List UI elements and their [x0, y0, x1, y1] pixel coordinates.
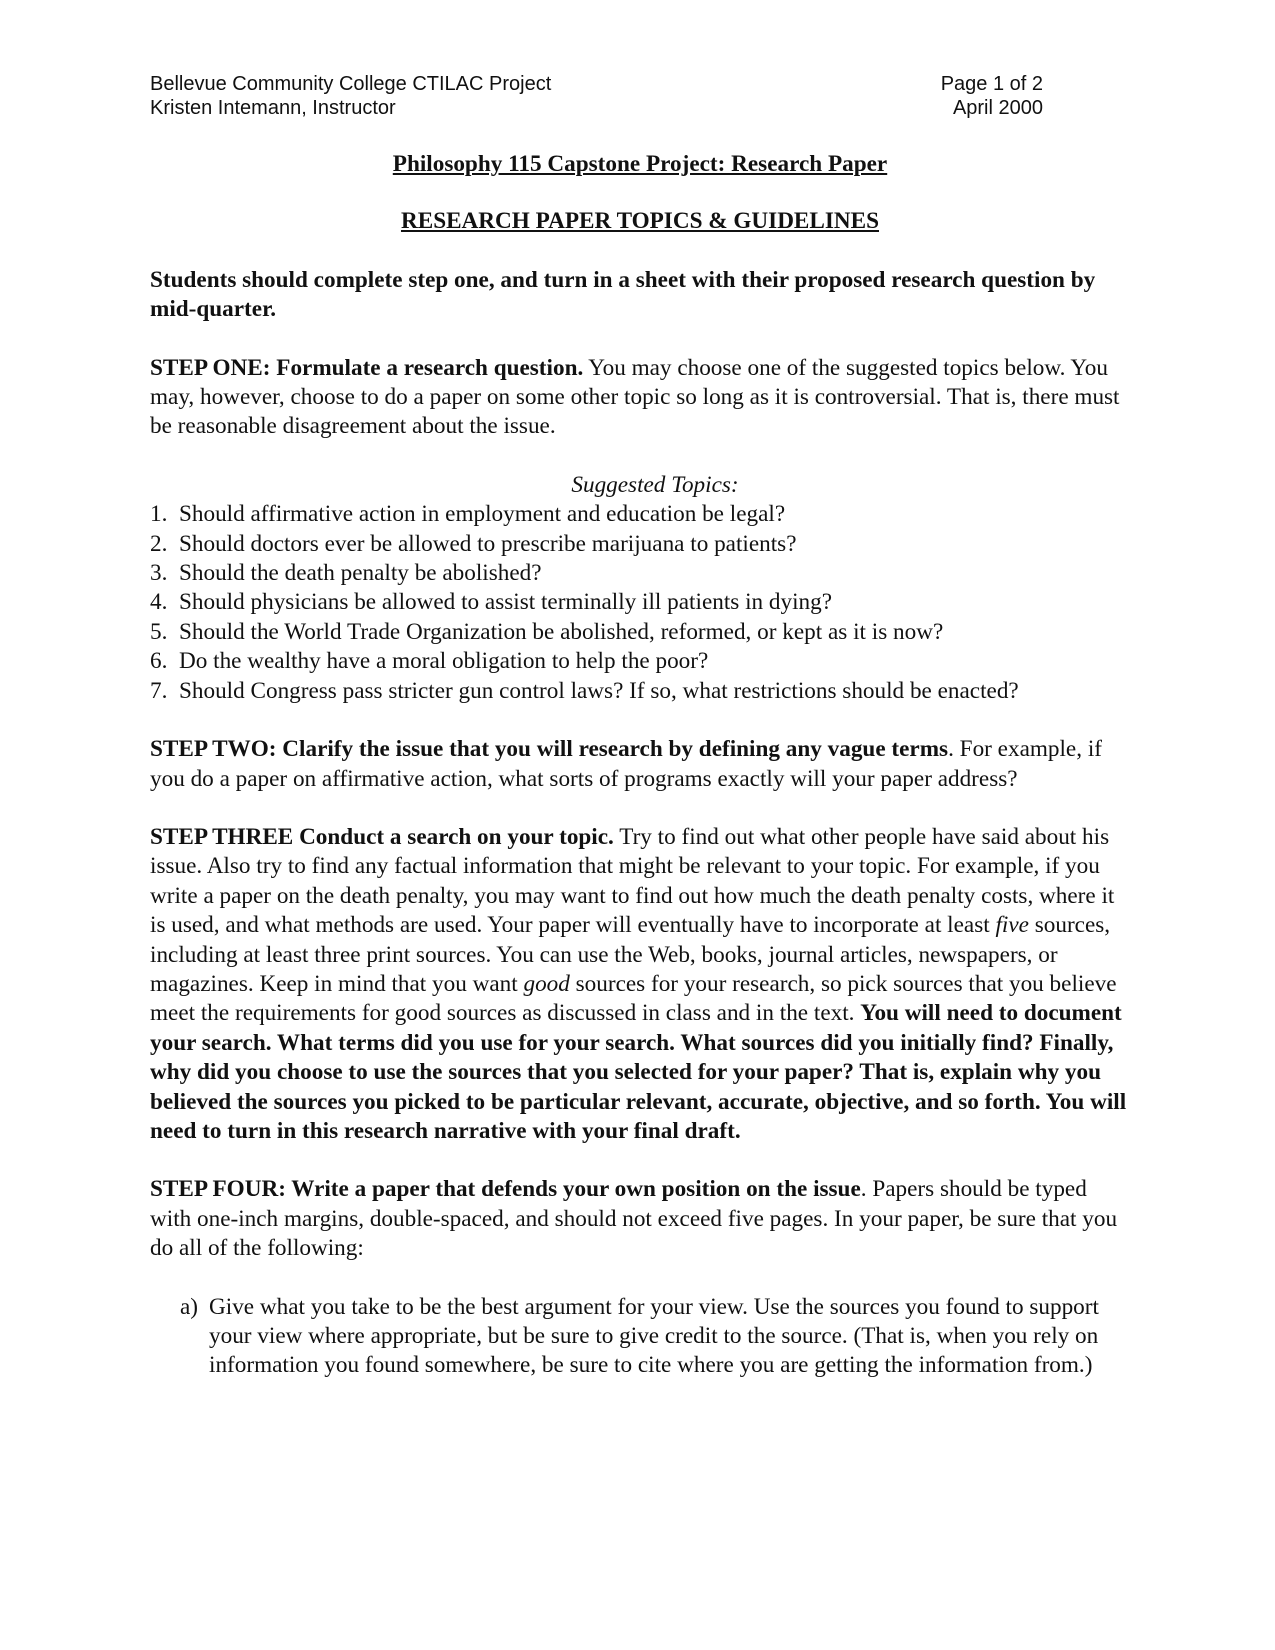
topic-text: Should the World Trade Organization be abolished, reformed, or kept as it is now? [179, 618, 944, 645]
good-emphasis: good [523, 970, 570, 997]
requirement-item [150, 1293, 1130, 1381]
instructor-name: Kristen Intemann, Instructor [150, 97, 396, 119]
document-subtitle: RESEARCH PAPER TOPICS & GUIDELINES [400, 208, 879, 235]
step-one-text: You may choose one of the suggested topics below. You may, however, choose to do a paper on some other topic so long as it is controversial. That is, there must be reasonable disagreement about the issue. [150, 354, 1120, 440]
topic-item [150, 677, 1130, 706]
step-three-heading: STEP THREE Conduct a search on your topic. [150, 823, 614, 850]
header-row-2 [150, 96, 1043, 120]
page-header [150, 72, 1043, 120]
topic-item [150, 500, 1130, 529]
topic-text: Should doctors ever be allowed to prescribe marijuana to patients? [179, 530, 797, 557]
topic-number: 6. [150, 648, 168, 675]
topic-text: Should Congress pass stricter gun control laws? If so, what restrictions should be enacted? [179, 677, 1019, 704]
step-four-paragraph [150, 1175, 1130, 1263]
topic-number: 7. [150, 677, 168, 704]
five-emphasis: five [995, 912, 1029, 939]
topic-item [150, 588, 1130, 617]
page-number: Page 1 of 2 [940, 73, 1043, 95]
topic-item [150, 559, 1130, 588]
step-four-text: . Papers should be typed with one-inch margins, double-spaced, and should not exceed five pages. In your paper, be sure that you do all of the following: [150, 1176, 1118, 1262]
step-three-text-3: sources for your research, so pick sources that you believe meet the requirements for good sources as discussed in class and in the text. [150, 970, 1117, 1027]
step-one-paragraph [150, 354, 1130, 442]
step-two-text: . For example, if you do a paper on affirmative action, what sorts of programs exactly will your paper address? [150, 736, 1102, 792]
topic-text: Should affirmative action in employment and education be legal? [179, 501, 786, 528]
topic-number: 5. [150, 618, 168, 645]
institution-name: Bellevue Community College CTILAC Project [150, 73, 552, 95]
requirements-list [150, 1293, 1130, 1381]
suggested-topics-heading: Suggested Topics: [571, 471, 739, 498]
step-four-heading: STEP FOUR: Write a paper that defends your own position on the issue [150, 1176, 861, 1203]
step-two-heading: STEP TWO: Clarify the issue that you will research by defining any vague terms [150, 736, 949, 763]
step-three-bold-text: You will need to document your search. What terms did you use for your search. What sources did you initially find? Finally, why did you choose to use the sources that you selected for your paper? That is, explain why you believed the sources you picked to be particular relevant, accurate, objective, and so forth. You will need to turn in this research narrative with your final draft. [150, 1000, 1127, 1144]
topic-text: Do the wealthy have a moral obligation to help the poor? [179, 648, 709, 675]
topic-number: 2. [150, 530, 168, 557]
document-body [150, 150, 1130, 1381]
step-three-text-2: sources, including at least three print sources. You can use the Web, books, journal articles, newspapers, or magazines. Keep in mind that you want [150, 912, 1111, 997]
topic-number: 3. [150, 560, 168, 587]
topic-number: 1. [150, 501, 168, 528]
topic-item [150, 618, 1130, 647]
topic-item [150, 647, 1130, 676]
requirement-text: Give what you take to be the best argument for your view. Use the sources you found to support your view where appropriate, but be sure to give credit to the source. (That is, when you rely on information you found somewhere, be sure to cite where you are getting the information from.) [209, 1293, 1099, 1379]
intro-paragraph: Students should complete step one, and turn in a sheet with their proposed research question by mid-quarter. [150, 266, 1096, 323]
document-title: Philosophy 115 Capstone Project: Research Paper [392, 151, 888, 177]
topic-number: 4. [150, 589, 168, 616]
header-row-1 [150, 72, 1043, 96]
topic-text: Should the death penalty be abolished? [179, 560, 542, 587]
step-one-heading: STEP ONE: Formulate a research question. [150, 354, 584, 381]
document-date: April 2000 [952, 97, 1043, 119]
step-two-paragraph [150, 735, 1130, 794]
suggested-topics-list [150, 500, 1130, 706]
requirement-marker: a) [180, 1293, 199, 1320]
topic-item [150, 530, 1130, 559]
step-three-paragraph [150, 823, 1130, 1146]
topic-text: Should physicians be allowed to assist terminally ill patients in dying? [179, 589, 833, 616]
step-three-text-1: Try to find out what other people have said about his issue. Also try to find any factual information that might be relevant to your topic. For example, if you write a paper on the death penalty, you may want to find out how much the death penalty costs, where it is used, and what methods are used. Your paper will eventually have to incorporate at least [150, 823, 1115, 939]
